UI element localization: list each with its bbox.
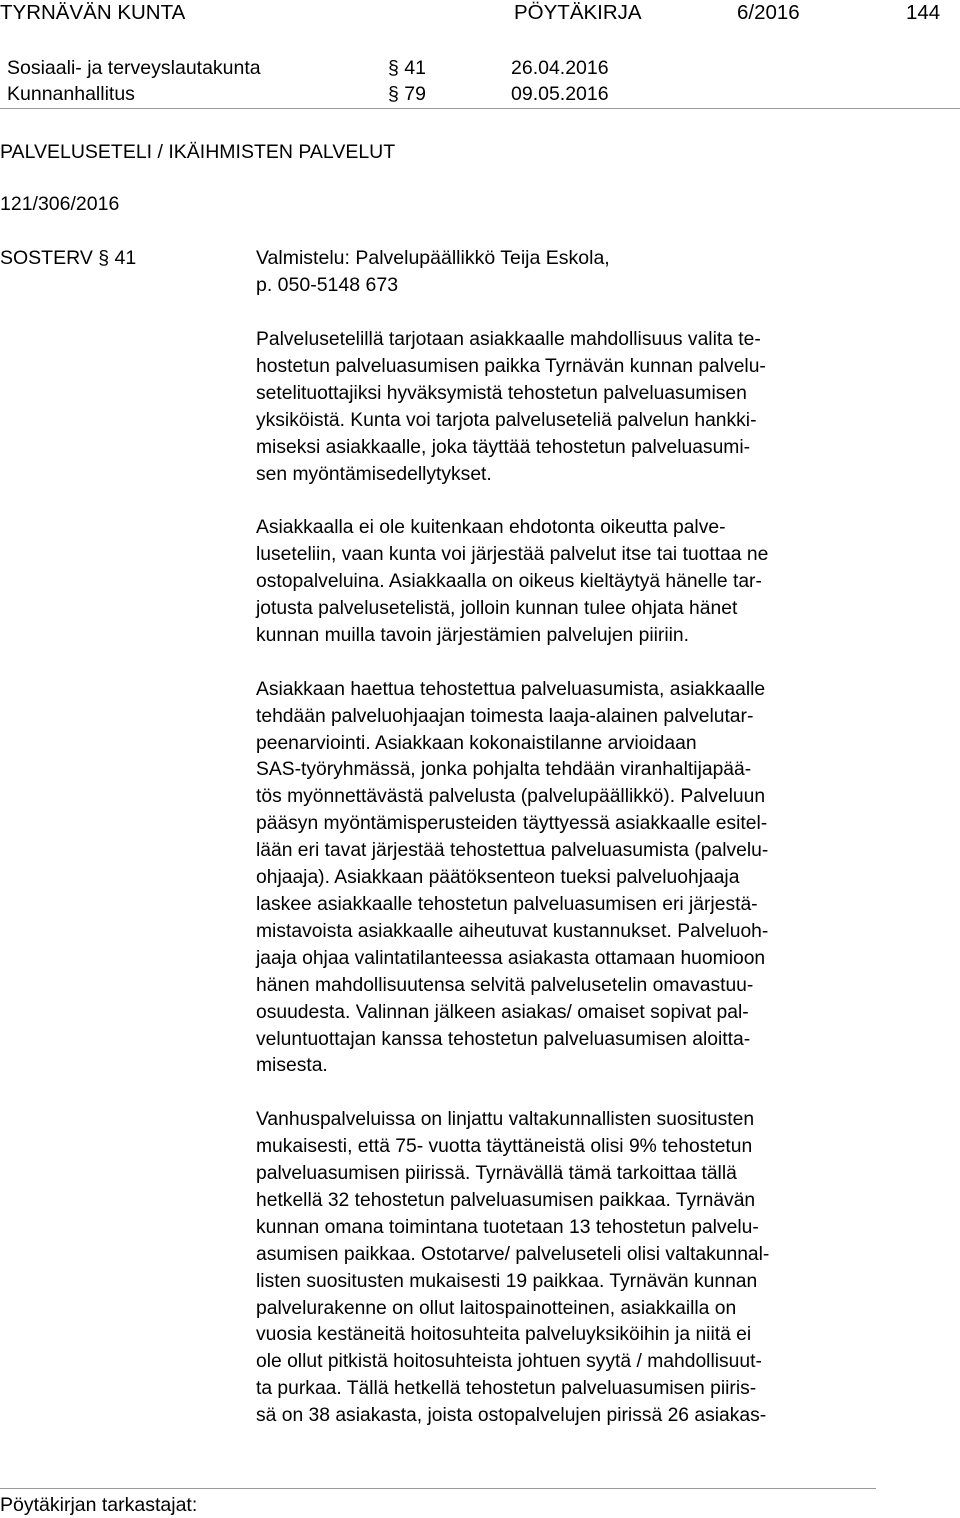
meeting-section: § 79 — [388, 83, 426, 105]
body-text — [256, 327, 946, 1457]
footer-label: Pöytäkirjan tarkastajat: — [0, 1494, 198, 1516]
paragraph: Vanhuspalveluissa on linjattu valtakunnallisten suositusten mukaisesti, että 75- vuotta täyttäneistä olisi 9% tehostetun palveluasumisen piirissä. Tyrnävällä tämä tarkoittaa tällä hetkellä 32 tehostetun palveluasumisen paikkaa. Tyrnävän kunnan omana toimintana tuotetaan 13 tehostetun palvelu- asumisen paikkaa. Ostotarve/ palveluseteli olisi valtakunnal- listen suositusten mukaisesti 19 paikkaa. Tyrnävän kunnan palvelurakenne on ollut laitospainotteinen, asiakkailla on vuosia kestäneitä hoitosuhteita palveluyksiköihin ja niitä ei ole ollut pitkistä hoitosuhteista johtuen syytä / mahdollisuut- ta purkaa. Tällä hetkellä tehostetun palveluasumisen piiris- sä on 38 asiakasta, joista ostopalvelujen pirissä 26 asiakas- — [256, 1109, 770, 1427]
footer-divider — [0, 1488, 876, 1489]
page-number: 144 — [906, 1, 941, 24]
meeting-date: 26.04.2016 — [511, 57, 609, 79]
municipality-name: TYRNÄVÄN KUNTA — [0, 1, 186, 24]
document-number: 6/2016 — [737, 1, 800, 24]
header-divider — [0, 108, 960, 109]
meeting-section: § 41 — [388, 57, 426, 79]
section-reference: SOSTERV § 41 — [0, 247, 137, 269]
diary-number: 121/306/2016 — [0, 193, 120, 215]
document-type: PÖYTÄKIRJA — [514, 1, 642, 24]
preparer-line: Valmistelu: Palvelupäällikkö Teija Eskola, — [256, 247, 610, 269]
paragraph: Asiakkaalla ei ole kuitenkaan ehdotonta oikeutta palve- luseteliin, vaan kunta voi järjestää palvelut itse tai tuottaa ne ostopalveluina. Asiakkaalla on oikeus kieltäytyä hänelle tar- jotusta palvelusetelistä, jolloin kunnan tulee ohjata hänet kunnan muilla tavoin järjestämien palvelujen piiriin. — [256, 517, 769, 646]
meeting-date: 09.05.2016 — [511, 83, 609, 105]
case-title: PALVELUSETELI / IKÄIHMISTEN PALVELUT — [0, 141, 396, 163]
paragraph: Asiakkaan haettua tehostettua palveluasumista, asiakkaalle tehdään palveluohjaajan toimesta laaja-alainen palvelutar- peenarviointi. Asiakkaan kokonaistilanne arvioidaan SAS-työryhmässä, jonka pohjalta tehdään viranhaltijapää- tös myönnettävästä palvelusta (palvelupäällikkö). Palveluun pääsyn myöntämisperusteiden täyttyessä asiakkaalle esitel- lään eri tavat järjestää tehostettua palveluasumista (palvelu- ohjaaja). Asiakkaan päätöksenteon tueksi palveluohjaaja laskee asiakkaalle tehostetun palveluasumisen eri järjestä- mistavoista asiakkaalle aiheutuvat kustannukset. Palveluoh- jaaja ohjaa valintatilanteessa asiakasta ottamaan huomioon hänen mahdollisuutensa selvitä palvelusetelin omavastuu- osuudesta. Valinnan jälkeen asiakas/ omaiset sopivat pal- veluntuottajan kanssa tehostetun palveluasumisen aloitta- misesta. — [256, 678, 769, 1077]
meeting-body: Kunnanhallitus — [7, 83, 135, 105]
paragraph: Palvelusetelillä tarjotaan asiakkaalle mahdollisuus valita te- hostetun palveluasumisen paikka Tyrnävän kunnan palvelu- setelituottajiksi hyväksymistä tehostetun palveluasumisen yksiköistä. Kunta voi tarjota palveluseteliä palvelun hankki- miseksi asiakkaalle, joka täyttää tehostetun palveluasumi- sen myöntämisedellytykset. — [256, 329, 766, 485]
meeting-body: Sosiaali- ja terveyslautakunta — [7, 57, 261, 79]
preparer-phone: p. 050-5148 673 — [256, 274, 399, 296]
